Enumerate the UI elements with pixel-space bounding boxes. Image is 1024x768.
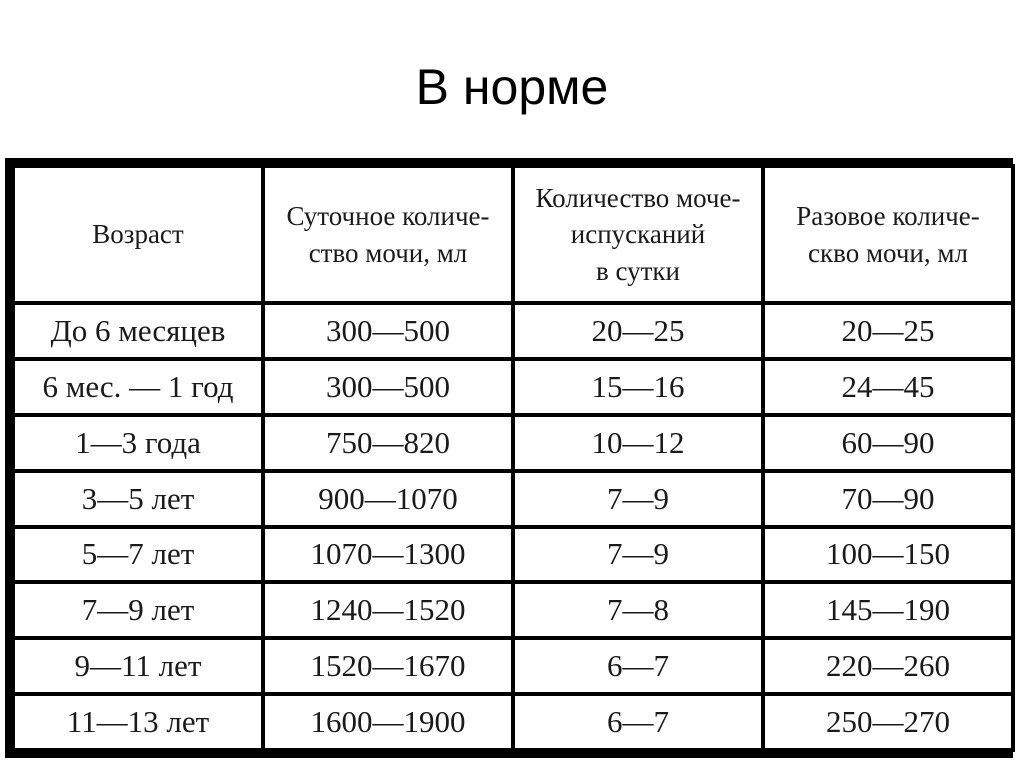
cell-urination-count: 7—9 [515, 473, 761, 525]
cell-age: 5—7 лет [15, 529, 261, 581]
cell-age: 6 мес. — 1 год [15, 361, 261, 413]
header-age-line-1: Возраст [92, 219, 184, 250]
cell-daily-volume: 1070—1300 [265, 529, 511, 581]
cell-daily-volume: 300—500 [265, 361, 511, 413]
cell-daily-volume: 1600—1900 [265, 696, 511, 748]
cell-single-volume: 24—45 [765, 361, 1011, 413]
cell-single-volume: 250—270 [765, 696, 1011, 748]
cell-urination-count: 7—8 [515, 584, 761, 636]
table-header-row [15, 168, 1011, 301]
cell-urination-count: 20—25 [515, 305, 761, 357]
table-row [15, 529, 1011, 581]
header-daily-volume-line-1: Суточное количе- [286, 201, 490, 232]
cell-daily-volume: 1520—1670 [265, 640, 511, 692]
table-row [15, 473, 1011, 525]
table-row [15, 305, 1011, 357]
cell-age: 7—9 лет [15, 584, 261, 636]
table-row [15, 361, 1011, 413]
cell-daily-volume: 1240—1520 [265, 584, 511, 636]
header-urination-count [515, 168, 761, 301]
norms-table-frame [5, 158, 1013, 758]
cell-urination-count: 7—9 [515, 529, 761, 581]
cell-urination-count: 15—16 [515, 361, 761, 413]
cell-single-volume: 145—190 [765, 584, 1011, 636]
slide-title: В норме [415, 59, 609, 115]
cell-age: 1—3 года [15, 417, 261, 469]
cell-urination-count: 6—7 [515, 640, 761, 692]
cell-urination-count: 6—7 [515, 696, 761, 748]
cell-age: До 6 месяцев [15, 305, 261, 357]
cell-daily-volume: 750—820 [265, 417, 511, 469]
table-row [15, 696, 1011, 748]
header-urination-count-line-1: Количество моче- [535, 182, 741, 213]
cell-single-volume: 100—150 [765, 529, 1011, 581]
header-age [15, 168, 261, 301]
header-single-volume-line-2: скво мочи, мл [808, 237, 968, 268]
cell-age: 3—5 лет [15, 473, 261, 525]
header-single-volume [765, 168, 1011, 301]
cell-daily-volume: 900—1070 [265, 473, 511, 525]
cell-age: 11—13 лет [15, 696, 261, 748]
header-single-volume-line-1: Разовое количе- [796, 201, 980, 232]
table-row [15, 640, 1011, 692]
urine-norms-table [11, 164, 1015, 752]
header-urination-count-line-3: в сутки [596, 255, 680, 286]
header-daily-volume [265, 168, 511, 301]
header-urination-count-line-2: испусканий [570, 219, 706, 250]
cell-single-volume: 70—90 [765, 473, 1011, 525]
cell-single-volume: 220—260 [765, 640, 1011, 692]
cell-single-volume: 60—90 [765, 417, 1011, 469]
cell-daily-volume: 300—500 [265, 305, 511, 357]
table-row [15, 584, 1011, 636]
header-daily-volume-line-2: ство мочи, мл [308, 237, 468, 268]
cell-age: 9—11 лет [15, 640, 261, 692]
cell-single-volume: 20—25 [765, 305, 1011, 357]
table-row [15, 417, 1011, 469]
cell-urination-count: 10—12 [515, 417, 761, 469]
